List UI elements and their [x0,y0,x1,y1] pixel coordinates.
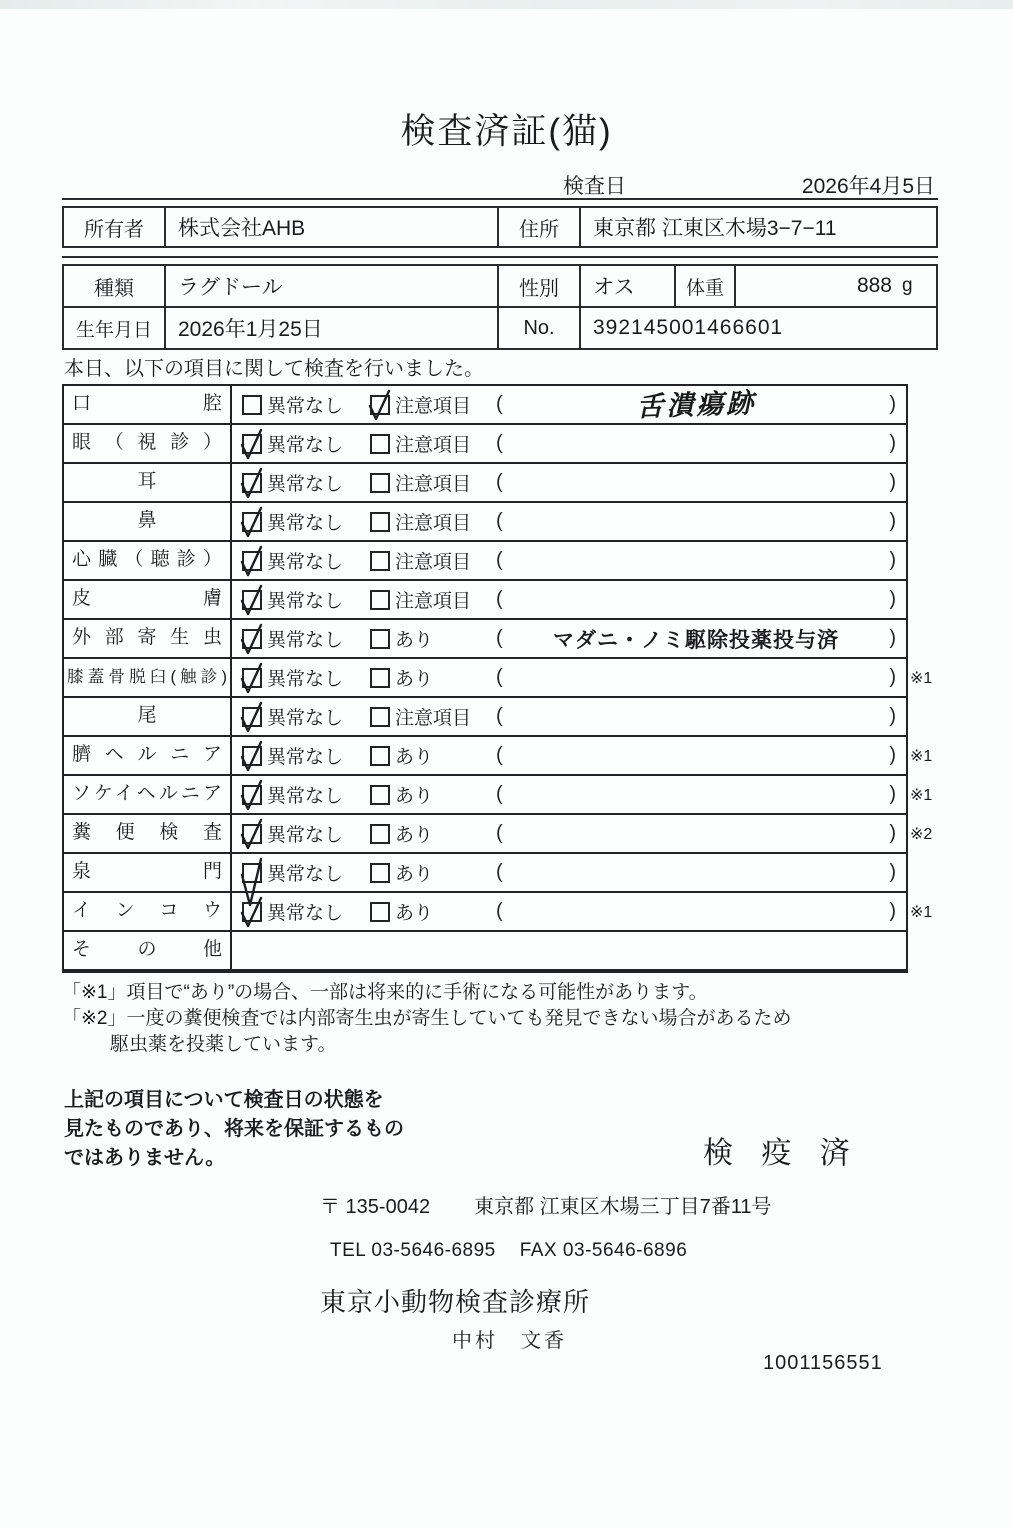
paren-close: ) [889,510,896,532]
paren-open: ( [496,744,503,766]
checkbox-attention [370,512,390,532]
option-attention [370,781,496,808]
exam-item-label: 心臓（聴診） [64,542,232,579]
option-normal [242,742,370,769]
exam-row [64,464,906,503]
option-normal-label: 異常なし [267,435,344,456]
handwritten-check-icon [238,817,265,855]
checkbox-attention [370,746,390,766]
checkbox-normal [242,395,262,415]
option-normal [242,625,370,652]
handwritten-check-icon [238,661,265,699]
exam-row-content [232,386,906,423]
checkbox-normal [242,512,262,532]
paren-open: ( [496,588,503,610]
clinic-fax: FAX 03-5646-6896 [519,1240,688,1261]
birthdate-label: 生年月日 [64,308,166,348]
option-attention [370,469,496,496]
exam-row-content [232,854,906,891]
exam-item-label: インコウ [64,893,232,930]
disclaimer-line-2: 見たものであり、将来を保証するもの [64,1118,404,1140]
paren-close: ) [889,822,896,844]
pet-box-row-breed [64,266,936,308]
remarks-text: 舌潰瘍跡 [635,387,757,424]
checkbox-normal [242,668,262,688]
option-attention [370,586,496,613]
exam-row [64,698,906,737]
disclaimer [64,1086,404,1173]
option-attention [370,625,496,652]
option-attention [370,508,496,535]
checkbox-normal [242,824,262,844]
disclaimer-line-1: 上記の項目について検査日の状態を [64,1089,384,1111]
paren-close: ) [889,393,896,415]
sex-label: 性別 [499,266,581,306]
exam-item-label: 臍ヘルニア [64,737,232,774]
paren-open: ( [496,627,503,649]
clinic-address: 東京都 江東区木場三丁目7番11号 [474,1196,772,1218]
handwritten-check-icon [238,583,265,621]
remarks-field [496,666,906,689]
option-attention-label: 注意項目 [395,474,472,495]
checkbox-normal [242,785,262,805]
option-attention-label: あり [395,747,434,768]
handwritten-check-icon [238,466,265,504]
paren-close: ) [889,432,896,454]
option-normal-label: 異常なし [267,630,344,651]
horizontal-rule [62,256,938,258]
option-attention-label: 注意項目 [395,591,472,612]
option-attention [370,898,496,925]
remarks-field [496,705,906,728]
remarks-field [496,900,906,923]
no-value: 392145001466601 [593,316,784,339]
owner-label: 所有者 [64,208,166,246]
option-attention [370,859,496,886]
exam-item-label: 膝蓋骨脱臼(触診) [64,659,232,696]
paren-open: ( [496,822,503,844]
paren-close: ) [889,471,896,493]
checkbox-attention [370,395,390,415]
option-normal [242,664,370,691]
checkbox-attention [370,668,390,688]
paren-open: ( [496,666,503,688]
option-attention [370,742,496,769]
page-title: 検査済証(猫) [400,112,613,151]
owner-value: 株式会社AHB [166,208,499,246]
option-attention [370,430,496,457]
intro-text: 本日、以下の項目に関して検査を行いました。 [64,358,484,380]
checkbox-normal [242,629,262,649]
paren-open: ( [496,783,503,805]
owner-box [62,206,938,248]
exam-row [64,737,933,776]
option-normal-label: 異常なし [267,864,344,885]
option-attention-label: 注意項目 [395,552,472,573]
option-normal [242,391,370,418]
option-normal-label: 異常なし [267,747,344,768]
option-attention-label: あり [395,786,434,807]
checkbox-attention [370,785,390,805]
weight-value: 888 [856,274,892,297]
remarks-field [496,624,906,654]
paren-open: ( [496,393,503,415]
paren-open: ( [496,432,503,454]
paren-close: ) [889,861,896,883]
checkbox-attention [370,629,390,649]
remarks-field [496,861,906,884]
option-normal [242,430,370,457]
remarks-field [496,588,906,611]
paren-close: ) [889,627,896,649]
exam-row [64,815,933,854]
remarks-field [496,385,906,424]
paren-close: ) [889,900,896,922]
handwritten-check-icon [238,427,265,465]
serial-number: 1001156551 [763,1352,883,1374]
checkbox-attention [370,902,390,922]
option-attention-label: 注意項目 [395,708,472,729]
option-attention-label: あり [395,903,434,924]
option-normal [242,547,370,574]
checkbox-attention [370,590,390,610]
option-normal-label: 異常なし [267,708,344,729]
option-normal-label: 異常なし [267,825,344,846]
checkbox-attention [370,707,390,727]
handwritten-check-icon [238,895,265,933]
clinic-phone-row [330,1240,687,1262]
option-attention [370,703,496,730]
veterinarian-name: 中村 文香 [452,1330,567,1352]
exam-item-label: 尾 [64,698,232,735]
option-normal-label: 異常なし [267,903,344,924]
option-attention-label: あり [395,630,434,651]
address-label: 住所 [499,208,581,246]
option-normal [242,586,370,613]
checkbox-normal [242,473,262,493]
exam-item-label: 皮膚 [64,581,232,618]
footnote-2-cont: 駆虫薬を投薬しています。 [110,1034,337,1055]
inspection-date-value: 2026年4月5日 [801,175,935,198]
paren-open: ( [496,861,503,883]
exam-item-label: ソケイヘルニア [64,776,232,813]
option-normal [242,820,370,847]
footnote-mark: ※1 [910,747,933,765]
checkbox-attention [370,434,390,454]
exam-row-content [232,776,906,813]
exam-item-label: 眼（視診） [64,425,232,462]
exam-item-label: 耳 [64,464,232,501]
quarantine-stamp: 検 疫 済 [703,1137,860,1170]
option-normal-label: 異常なし [267,474,344,495]
exam-item-label: 糞便検査 [64,815,232,852]
breed-label: 種類 [64,266,166,306]
checkbox-attention [370,551,390,571]
exam-item-label: 外部寄生虫 [64,620,232,657]
option-normal [242,508,370,535]
footnote-mark: ※2 [910,825,933,843]
footnote-2: 「※2」一度の糞便検査では内部寄生虫が寄生していても発見できない場合があるため [62,1008,792,1029]
footnote-1: 「※1」項目で“あり”の場合、一部は将来的に手術になる可能性があります。 [62,982,708,1003]
paren-close: ) [889,705,896,727]
handwritten-check-icon [366,388,393,426]
option-normal-label: 異常なし [267,591,344,612]
checkbox-attention [370,863,390,883]
remarks-field [496,822,906,845]
scan-edge-artifact [0,0,1013,9]
remarks-field [496,783,906,806]
checkbox-normal [242,434,262,454]
checkbox-normal [242,902,262,922]
sex-value: オス [581,266,676,306]
horizontal-rule [62,198,938,200]
exam-row-content [232,659,906,696]
paren-close: ) [889,744,896,766]
footnotes [62,980,792,1058]
checkbox-attention [370,473,390,493]
option-normal [242,781,370,808]
option-normal [242,469,370,496]
weight-unit: g [902,275,913,296]
exam-row-content [232,542,906,579]
breed-value: ラグドール [166,266,499,306]
option-normal [242,898,370,925]
inspection-date-label: 検査日 [563,175,626,198]
handwritten-check-icon [238,739,265,777]
exam-row-content [232,503,906,540]
exam-row-content [232,815,906,852]
exam-item-label: 鼻 [64,503,232,540]
pet-box [62,264,938,350]
option-attention-label: 注意項目 [395,513,472,534]
exam-row-content [232,581,906,618]
postal-code: 〒 135-0042 [320,1196,431,1218]
remarks-field [496,744,906,767]
option-attention [370,664,496,691]
checkbox-attention [370,824,390,844]
exam-row-content [232,893,906,930]
option-attention [370,391,496,418]
checkbox-normal [242,863,262,883]
footnote-mark: ※1 [910,903,933,921]
inspection-date-row [563,170,935,200]
exam-item-label: その他 [64,932,232,969]
paren-open: ( [496,900,503,922]
paren-open: ( [496,471,503,493]
paren-open: ( [496,549,503,571]
handwritten-check-icon [238,544,265,582]
exam-row [64,425,906,464]
handwritten-check-icon [238,505,265,543]
option-attention-label: あり [395,825,434,846]
disclaimer-line-3: ではありません。 [64,1147,226,1169]
option-normal-label: 異常なし [267,669,344,690]
handwritten-check-icon [238,778,265,816]
exam-table [62,384,933,973]
exam-row-content [232,464,906,501]
remarks-field [496,471,906,494]
exam-row [64,581,906,620]
clinic-name: 東京小動物検査診療所 [320,1287,591,1317]
option-normal-label: 異常なし [267,552,344,573]
paren-open: ( [496,510,503,532]
remarks-field [496,549,906,572]
birthdate-value: 2026年1月25日 [166,308,499,348]
exam-row-content [232,737,906,774]
paren-close: ) [889,588,896,610]
no-label: No. [499,308,581,348]
clinic-tel: TEL 03-5646-6895 [330,1240,496,1261]
exam-row [64,893,933,932]
handwritten-check-icon [238,700,265,738]
exam-row [64,932,906,971]
exam-row-content [232,425,906,462]
remarks-field [496,510,906,533]
exam-row [64,620,906,659]
paren-open: ( [496,705,503,727]
option-attention-label: あり [395,864,434,885]
footnote-mark: ※1 [910,669,933,687]
option-normal [242,703,370,730]
option-attention-label: 注意項目 [395,435,472,456]
exam-row-content [232,620,906,657]
exam-row [64,503,906,542]
exam-row [64,659,933,698]
exam-item-label: 泉門 [64,854,232,891]
weight-label: 体重 [676,266,736,306]
handwritten-check-icon [238,622,265,660]
exam-row [64,854,906,893]
exam-row [64,776,933,815]
option-attention-label: 注意項目 [395,396,472,417]
checkbox-normal [242,590,262,610]
exam-row [64,542,906,581]
exam-row-content [232,698,906,735]
exam-row [64,386,906,425]
option-attention [370,820,496,847]
clinic-postal-row [320,1190,772,1219]
remarks-text: マダニ・ノミ駆除投薬投与済 [553,628,839,652]
pet-box-row-birth [64,308,936,348]
footnote-mark: ※1 [910,786,933,804]
option-normal-label: 異常なし [267,513,344,534]
paren-close: ) [889,783,896,805]
address-value: 東京都 江東区木場3−7−11 [593,217,837,240]
checkbox-normal [242,707,262,727]
checkbox-normal [242,551,262,571]
option-normal [242,859,370,886]
checkbox-normal [242,746,262,766]
paren-close: ) [889,666,896,688]
exam-item-label: 口腔 [64,386,232,423]
option-attention-label: あり [395,669,434,690]
option-normal-label: 異常なし [267,396,344,417]
paren-close: ) [889,549,896,571]
option-normal-label: 異常なし [267,786,344,807]
remarks-field [496,432,906,455]
option-attention [370,547,496,574]
